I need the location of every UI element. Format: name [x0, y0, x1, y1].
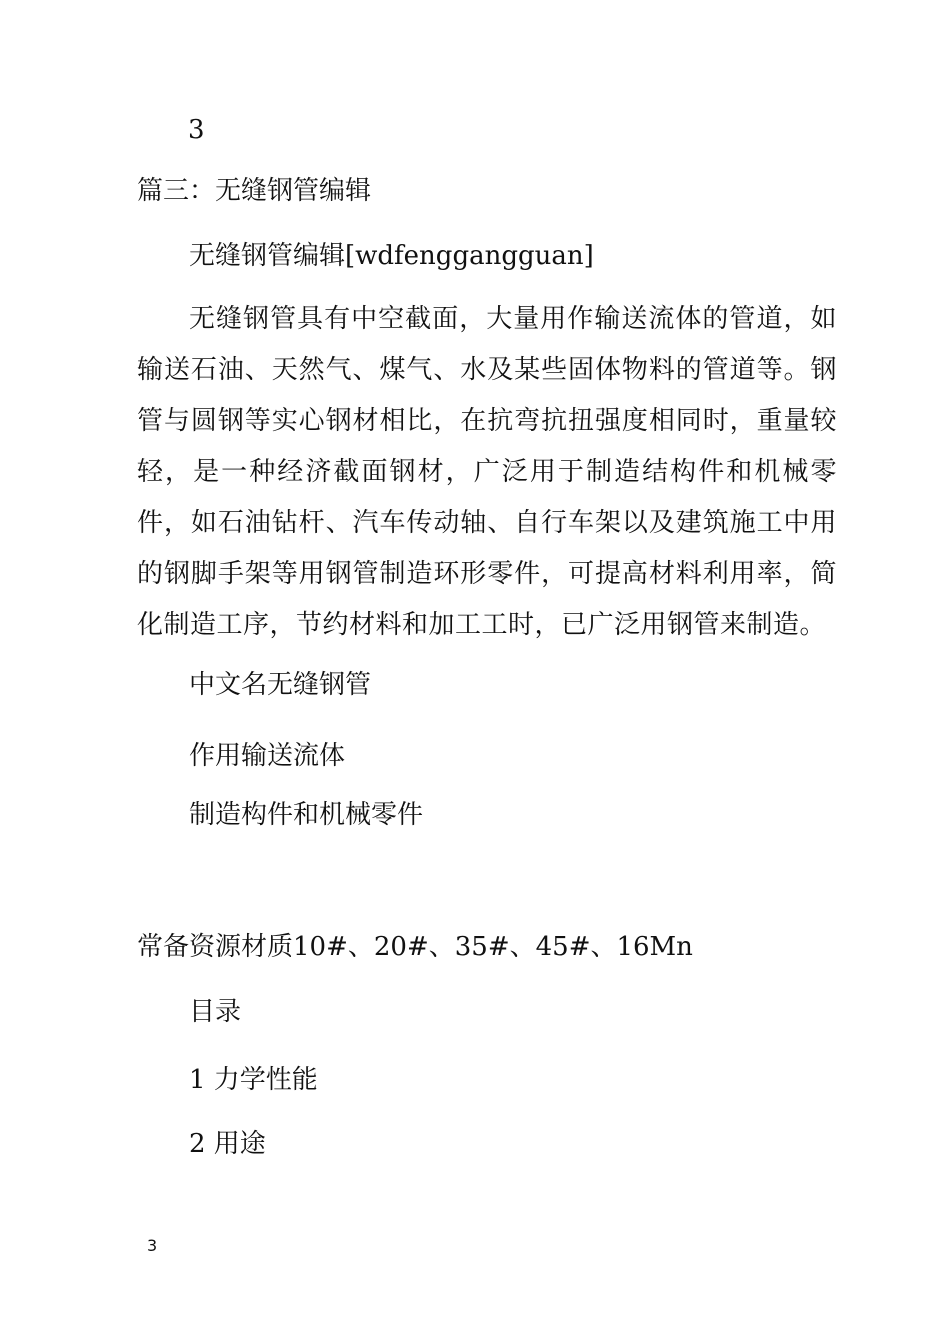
- section-heading: 篇三：无缝钢管编辑: [137, 176, 372, 206]
- info-purpose-2: 制造构件和机械零件: [189, 800, 424, 830]
- body-paragraph: 无缝钢管具有中空截面，大量用作输送流体的管道，如输送石油、天然气、煤气、水及某些固体物料的管道等。钢管与圆钢等实心钢材相比，在抗弯抗扭强度相同时，重量较轻，是一种经济截面钢材，广泛用于制造结构件和机械零件，如石油钻杆、汽车传动轴、自行车架以及建筑施工中用的钢脚手架等用钢管制造环形零件，可提高材料利用率，简化制造工序，节约材料和加工工时，已广泛用钢管来制造。: [137, 304, 837, 640]
- info-purpose: 作用输送流体: [189, 741, 346, 771]
- top-page-number: 3: [188, 115, 205, 145]
- info-chinese-name: 中文名无缝钢管: [189, 670, 372, 700]
- subtitle: 无缝钢管编辑[wdfenggangguan]: [189, 241, 594, 271]
- info-materials: 常备资源材质10#、20#、35#、45#、16Mn: [137, 932, 693, 962]
- toc-item[interactable]: 1 力学性能: [189, 1065, 318, 1095]
- toc-title: 目录: [189, 997, 242, 1027]
- footer-page-number: 3: [147, 1236, 158, 1255]
- toc-item[interactable]: 2 用途: [189, 1129, 266, 1159]
